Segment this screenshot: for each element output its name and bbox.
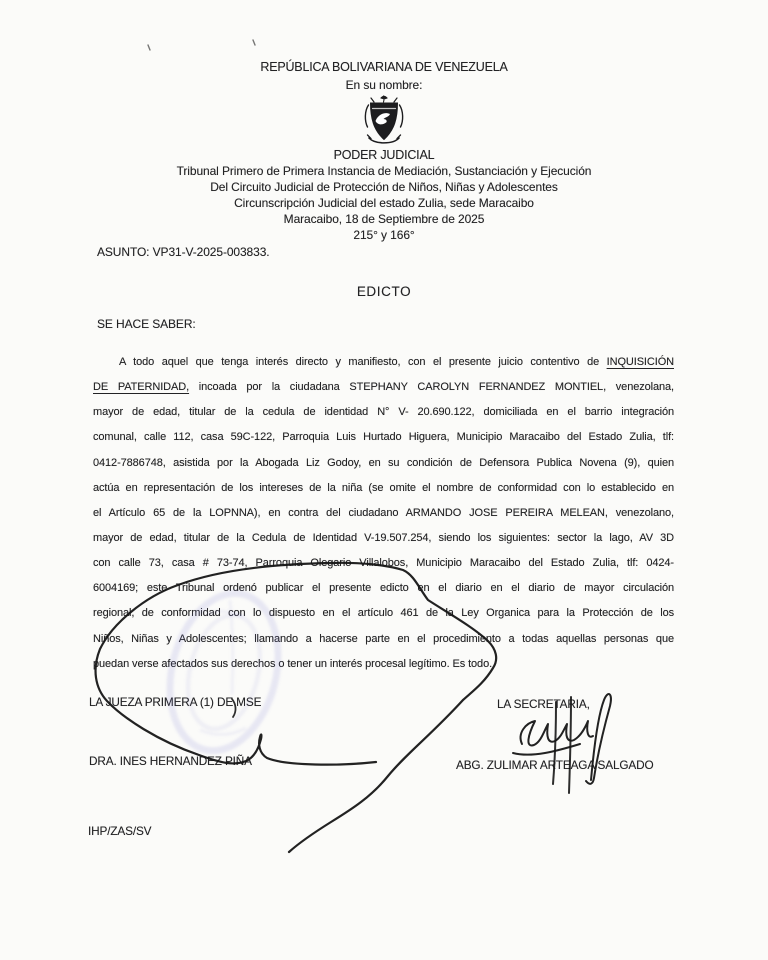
scan-specks	[148, 40, 255, 50]
body-line	[93, 451, 674, 476]
judge-name-label: DRA. INES HERNANDEZ PIÑA	[89, 754, 252, 768]
body-line	[93, 425, 674, 450]
body-line	[93, 476, 674, 501]
body-line	[93, 526, 674, 551]
secretary-name-label: ABG. ZULIMAR ARTEAGA SALGADO	[456, 758, 654, 772]
body-text: el Artículo 65 de la LOPNNA), en contra del ciudadano ARMANDO JOSE PEREIRA MELEAN, venezolano,	[93, 506, 674, 519]
tribunal-line-1: Tribunal Primero de Primera Instancia de Mediación, Sustanciación y Ejecución	[176, 164, 592, 178]
tribunal-line-3: Circunscripción Judicial del estado Zulia, sede Maracaibo	[234, 196, 534, 210]
in-its-name-line: En su nombre:	[345, 78, 423, 92]
body-text: comunal, calle 112, casa 59C-122, Parroquia Luis Hurtado Higuera, Municipio Maracaibo del Estado Zulia, tlf:	[93, 431, 674, 444]
body-text: A todo aquel que tenga interés directo y manifiesto, con el presente juicio contentivo de	[119, 356, 607, 368]
poder-judicial-title: PODER JUDICIAL	[333, 148, 435, 162]
salutation-line: SE HACE SABER:	[97, 317, 196, 331]
tribunal-line-2: Del Circuito Judicial de Protección de Niños, Niñas y Adolescentes	[210, 180, 558, 194]
body-text: Niños, Niñas y Adolescentes; llamando a hacerse parte en el procedimiento a todas aquellas personas que	[93, 632, 674, 645]
body-text: 6004169; este Tribunal ordenó publicar el presente edicto en el diario en el diario de mayor circulación	[93, 582, 674, 595]
body-text: regional, de conformidad con lo dispuesto en el artículo 461 de la Ley Organica para la Protección de los	[93, 607, 674, 620]
footer-initials: IHP/ZAS/SV	[88, 824, 152, 838]
body-text: incoada por la ciudadana STEPHANY CAROLYN FERNANDEZ MONTIEL, venezolana,	[189, 381, 674, 394]
body-line	[93, 375, 674, 400]
body-text: mayor de edad, titular de la Cedula de Identidad V-19.507.254, siendo los siguientes: sector la lago, AV 3D	[93, 531, 674, 544]
body-line	[93, 627, 674, 652]
body-line	[93, 501, 674, 526]
body-line	[93, 576, 674, 601]
body-line	[93, 551, 674, 576]
underlined-text: INQUISICIÓN	[606, 356, 674, 368]
judicial-years-line: 215° y 166°	[353, 228, 415, 242]
body-paragraph	[93, 350, 674, 677]
body-line	[93, 400, 674, 425]
case-number-line: ASUNTO: VP31-V-2025-003833.	[97, 245, 270, 259]
republic-title: REPÚBLICA BOLIVARIANA DE VENEZUELA	[260, 60, 508, 74]
underlined-text: DE PATERNIDAD,	[93, 381, 190, 394]
date-line: Maracaibo, 18 de Septiembre de 2025	[283, 212, 485, 226]
body-line	[93, 652, 674, 677]
body-line	[93, 601, 674, 626]
body-text: puedan verse afectados sus derechos o tener un interés procesal legítimo. Es todo.	[93, 657, 493, 670]
venezuela-coat-of-arms-icon	[362, 94, 406, 146]
body-text: 0412-7886748, asistida por la Abogada Liz Godoy, en su condición de Defensora Publica Novena (9), quien	[93, 456, 674, 469]
body-line	[93, 350, 674, 375]
body-text: mayor de edad, titular de la cedula de identidad N° V- 20.690.122, domiciliada en el barrio integración	[93, 406, 674, 419]
body-text: actúa en representación de los intereses de la niña (se omite el nombre de conformidad con lo establecido en	[93, 481, 674, 494]
secretary-role-label: LA SECRETARIA,	[497, 697, 590, 711]
edict-title: EDICTO	[356, 284, 412, 299]
judge-role-label: LA JUEZA PRIMERA (1) DE MSE	[89, 695, 262, 709]
body-text: con calle 73, casa # 73-74, Parroquia Olegario Villalobos, Municipio Maracaibo del Estado Zulia, tlf: 0424-	[93, 557, 674, 570]
